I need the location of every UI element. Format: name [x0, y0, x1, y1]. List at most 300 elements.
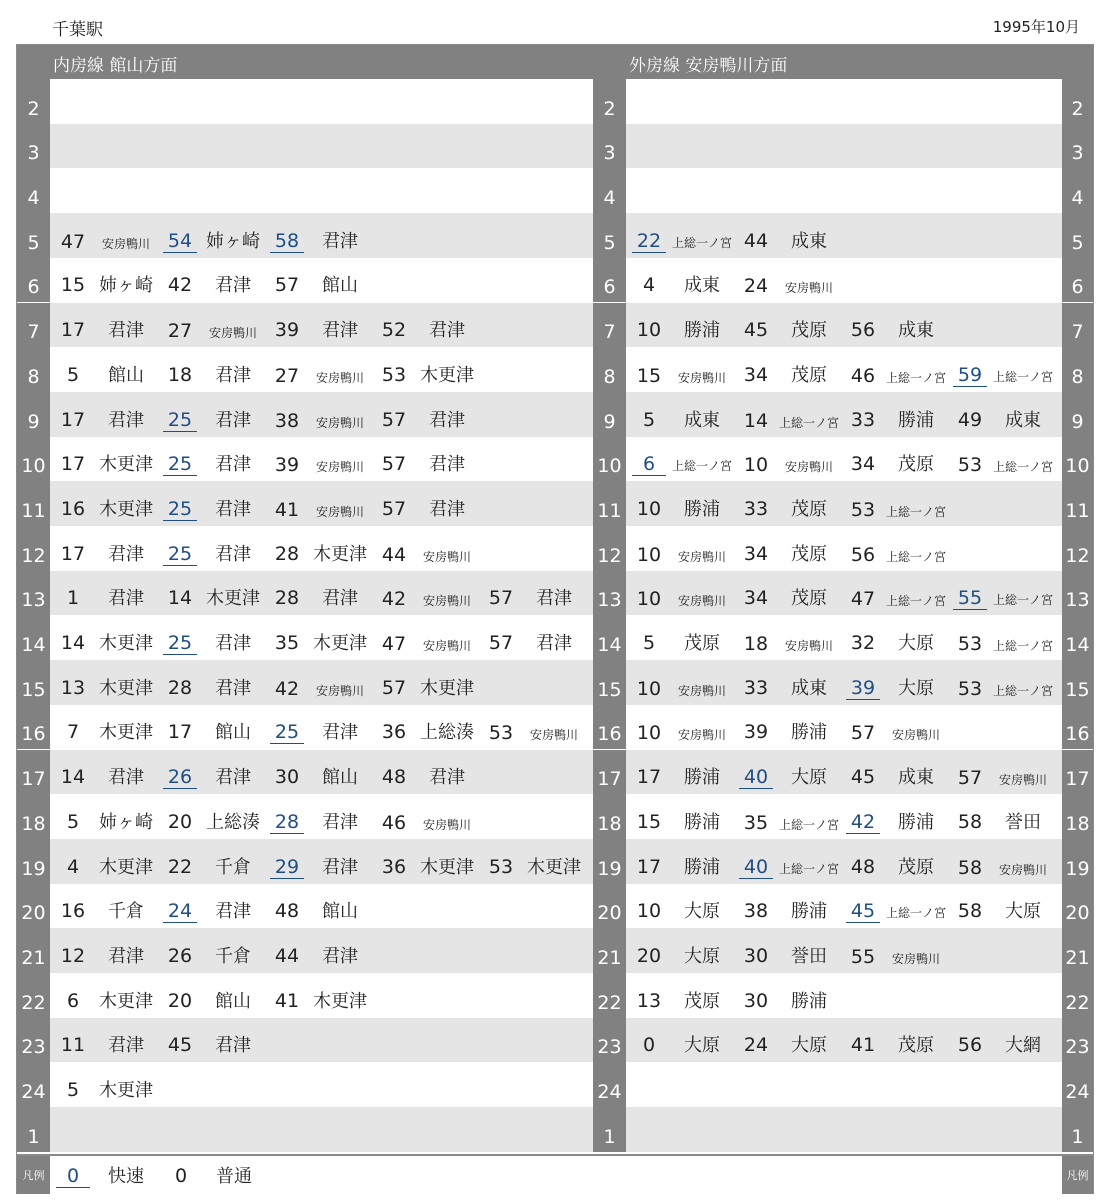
departure-minute: 26	[167, 944, 193, 967]
hour-label: 5	[1062, 213, 1093, 258]
right-departures	[626, 213, 1062, 258]
hour-label: 17	[17, 750, 50, 795]
departure-minute: 17	[636, 766, 662, 789]
departure	[163, 674, 269, 700]
departure-minute: 58	[270, 230, 304, 253]
departure-destination: 勝浦	[791, 722, 827, 744]
right-departures	[626, 526, 1062, 571]
hour-label: 23	[593, 1018, 626, 1063]
departure-destination: 姉ヶ崎	[99, 811, 153, 833]
departure	[270, 718, 376, 744]
departure	[484, 584, 590, 610]
hour-label: 1	[593, 1107, 626, 1152]
departure-minute: 33	[743, 497, 769, 520]
departure-destination: 安房鴨川	[677, 549, 726, 564]
departure-minute: 35	[743, 811, 769, 834]
left-departures	[50, 213, 593, 258]
departure-destination: 茂原	[791, 543, 827, 565]
departure-destination: 茂原	[684, 990, 720, 1012]
departure	[632, 453, 738, 476]
departure-minute: 35	[274, 632, 300, 655]
legend-local	[164, 1162, 270, 1188]
departure-destination: 上総一ノ宮	[992, 460, 1053, 475]
departure	[953, 678, 1059, 700]
departure	[163, 406, 269, 432]
departure-destination: 誉田	[1005, 811, 1041, 833]
departure-destination: 木更津	[99, 677, 153, 699]
departure	[632, 230, 738, 253]
left-departures	[50, 615, 593, 660]
departure-destination: 安房鴨川	[677, 728, 726, 743]
departure	[846, 946, 952, 968]
departure-destination: 安房鴨川	[315, 504, 364, 519]
departure	[163, 808, 269, 834]
departure-destination: 茂原	[684, 633, 720, 655]
departure	[377, 718, 483, 744]
right-departures	[626, 258, 1062, 303]
departure-minute: 55	[850, 945, 876, 968]
departure-minute: 30	[743, 989, 769, 1012]
departure	[56, 987, 162, 1013]
hour-label: 24	[17, 1062, 50, 1107]
departure-destination: 上総一ノ宮	[778, 861, 839, 876]
departure-destination: 茂原	[791, 588, 827, 610]
departure-destination: 安房鴨川	[208, 326, 257, 341]
hour-label: 14	[17, 615, 50, 660]
hour-row	[17, 437, 1093, 482]
left-departures	[50, 124, 593, 169]
departure	[953, 587, 1059, 610]
right-departures	[626, 794, 1062, 839]
departure-minute: 6	[632, 453, 666, 476]
departure	[270, 410, 376, 432]
departure	[953, 364, 1059, 387]
right-departures	[626, 347, 1062, 392]
hour-label: 16	[17, 705, 50, 750]
right-departures	[626, 1107, 1062, 1152]
departure-destination: 安房鴨川	[784, 639, 833, 654]
departure	[56, 584, 162, 610]
station-name: 千葉駅	[52, 20, 103, 40]
departure-minute: 42	[381, 588, 407, 611]
hour-row	[17, 973, 1093, 1018]
departure-minute: 10	[636, 497, 662, 520]
departure-minute: 48	[381, 766, 407, 789]
right-departures	[626, 571, 1062, 616]
departure	[377, 450, 483, 476]
departure-minute: 11	[60, 1034, 86, 1057]
departure-minute: 42	[846, 811, 880, 834]
left-departures	[50, 750, 593, 795]
departure-destination: 成東	[684, 409, 720, 431]
departure-minute: 28	[167, 676, 193, 699]
timetable-grid	[16, 44, 1094, 1194]
departure-minute: 1	[66, 587, 80, 610]
hour-row	[17, 526, 1093, 571]
departure-destination: 館山	[215, 722, 251, 744]
hour-label: 7	[17, 303, 50, 348]
departure	[484, 629, 590, 655]
departure	[377, 544, 483, 566]
departure-minute: 59	[953, 364, 987, 387]
departure	[632, 678, 738, 700]
departure-destination: 君津	[108, 1035, 144, 1057]
departure	[377, 361, 483, 387]
departure-destination: 君津	[322, 722, 358, 744]
departure-minute: 39	[743, 721, 769, 744]
departure-destination: 君津	[322, 320, 358, 342]
departure-minute: 27	[167, 320, 193, 343]
hour-label: 13	[1062, 571, 1093, 616]
departure-destination: 木更津	[99, 856, 153, 878]
hour-label: 3	[1062, 124, 1093, 169]
departure-minute: 34	[743, 542, 769, 565]
departure	[953, 767, 1059, 789]
departure	[739, 812, 845, 834]
departure-minute: 46	[381, 811, 407, 834]
departure-destination: 成東	[791, 677, 827, 699]
departure-destination: 木更津	[420, 856, 474, 878]
departure-minute: 56	[850, 543, 876, 566]
departure-minute: 33	[850, 408, 876, 431]
departure-destination: 成東	[898, 767, 934, 789]
departure-destination: 木更津	[99, 454, 153, 476]
departure	[739, 897, 845, 923]
hour-label: 18	[17, 794, 50, 839]
hour-row	[17, 884, 1093, 929]
departure	[56, 271, 162, 297]
departure	[163, 271, 269, 297]
direction-right-label: 外房線 安房鴨川方面	[629, 56, 788, 76]
left-departures	[50, 392, 593, 437]
hour-row	[17, 1107, 1093, 1152]
departure	[846, 450, 952, 476]
departure	[56, 495, 162, 521]
hour-row	[17, 615, 1093, 660]
departure	[846, 544, 952, 566]
hour-label: 13	[593, 571, 626, 616]
left-departures	[50, 705, 593, 750]
departure-minute: 6	[66, 989, 80, 1012]
right-departures	[626, 615, 1062, 660]
hour-label: 4	[17, 168, 50, 213]
departure-destination: 君津	[429, 454, 465, 476]
departure	[953, 454, 1059, 476]
legend-local-sample: 0	[174, 1165, 188, 1187]
hour-label: 1	[17, 1107, 50, 1152]
departure-minute: 10	[743, 454, 769, 477]
departure	[270, 271, 376, 297]
legend-local-label: 普通	[216, 1166, 252, 1187]
departure-minute: 12	[60, 944, 86, 967]
right-departures	[626, 1062, 1062, 1107]
departure-minute: 52	[381, 319, 407, 342]
departure-minute: 33	[743, 676, 769, 699]
departure	[953, 897, 1059, 923]
departure-destination: 館山	[322, 275, 358, 297]
departure-minute: 10	[636, 722, 662, 745]
right-departures	[626, 705, 1062, 750]
departure-minute: 45	[846, 900, 880, 923]
departure-minute: 57	[381, 497, 407, 520]
hour-label: 20	[593, 884, 626, 929]
departure	[377, 495, 483, 521]
departure-destination: 安房鴨川	[422, 594, 471, 609]
departure-minute: 13	[636, 989, 662, 1012]
departure	[56, 1031, 162, 1057]
hour-label: 22	[593, 973, 626, 1018]
legend-panel	[50, 1156, 593, 1194]
departure-destination: 安房鴨川	[677, 594, 726, 609]
departure-destination: 茂原	[791, 320, 827, 342]
departure	[846, 722, 952, 744]
departure-destination: 成東	[684, 275, 720, 297]
direction-left-label: 内房線 館山方面	[53, 56, 178, 76]
departure-destination: 君津	[215, 767, 251, 789]
departure-minute: 57	[274, 274, 300, 297]
departure	[270, 808, 376, 834]
departure-destination: 君津	[215, 1035, 251, 1057]
departure-minute: 20	[636, 944, 662, 967]
departure-minute: 41	[274, 498, 300, 521]
departure-destination: 安房鴨川	[315, 370, 364, 385]
hour-row	[17, 303, 1093, 348]
departure	[846, 808, 952, 834]
departure-destination: 成東	[898, 320, 934, 342]
departure-minute: 41	[850, 1034, 876, 1057]
hour-label: 8	[593, 347, 626, 392]
right-departures	[626, 928, 1062, 973]
departure	[846, 1031, 952, 1057]
left-departures	[50, 660, 593, 705]
left-departures	[50, 973, 593, 1018]
departure	[846, 316, 952, 342]
departure-minute: 54	[163, 230, 197, 253]
departure-minute: 20	[167, 810, 193, 833]
departure-minute: 40	[739, 766, 773, 789]
departure	[270, 454, 376, 476]
hour-label: 15	[1062, 660, 1093, 705]
departure-minute: 53	[488, 722, 514, 745]
departure-minute: 18	[167, 363, 193, 386]
hour-label: 19	[593, 839, 626, 884]
departure-destination: 勝浦	[684, 856, 720, 878]
departure-destination: 茂原	[898, 1035, 934, 1057]
departure	[953, 633, 1059, 655]
departure	[270, 763, 376, 789]
departure-minute: 30	[743, 944, 769, 967]
departure	[846, 499, 952, 521]
departure-destination: 君津	[429, 320, 465, 342]
departure-destination: 木更津	[99, 498, 153, 520]
hour-label: 9	[17, 392, 50, 437]
departure	[270, 499, 376, 521]
hour-label: 24	[593, 1062, 626, 1107]
hour-row	[17, 481, 1093, 526]
hour-label: 5	[593, 213, 626, 258]
hour-label: 21	[593, 928, 626, 973]
departure-minute: 17	[60, 319, 86, 342]
departure-destination: 誉田	[791, 945, 827, 967]
hour-row	[17, 928, 1093, 973]
departure	[56, 406, 162, 432]
departure-minute: 57	[381, 676, 407, 699]
departure-minute: 47	[850, 588, 876, 611]
departure-minute: 44	[743, 229, 769, 252]
departure	[739, 361, 845, 387]
departure-destination: 君津	[322, 811, 358, 833]
departure-destination: 安房鴨川	[101, 236, 150, 251]
departure	[846, 674, 952, 700]
hour-label: 5	[17, 213, 50, 258]
departure	[739, 1031, 845, 1057]
departure-minute: 34	[743, 363, 769, 386]
hour-label: 14	[1062, 615, 1093, 660]
departure	[484, 722, 590, 744]
departure	[56, 1076, 162, 1102]
right-departures	[626, 973, 1062, 1018]
departure-destination: 館山	[108, 364, 144, 386]
left-departures	[50, 884, 593, 929]
departure-minute: 57	[488, 587, 514, 610]
departure	[56, 718, 162, 744]
legend	[17, 1154, 1093, 1194]
legend-label-right: 凡例	[1062, 1156, 1093, 1194]
left-departures	[50, 1018, 593, 1063]
departure	[377, 633, 483, 655]
departure	[270, 897, 376, 923]
hour-label: 3	[593, 124, 626, 169]
departure-minute: 48	[274, 900, 300, 923]
departure	[632, 365, 738, 387]
hour-label: 7	[1062, 303, 1093, 348]
departure	[632, 316, 738, 342]
hour-label: 21	[1062, 928, 1093, 973]
departure-destination: 君津	[215, 633, 251, 655]
departure-destination: 上総一ノ宮	[885, 549, 946, 564]
departure-destination: 君津	[215, 901, 251, 923]
departure	[377, 674, 483, 700]
departure-destination: 安房鴨川	[315, 460, 364, 475]
departure-destination: 大原	[791, 767, 827, 789]
departure	[632, 987, 738, 1013]
departure-minute: 18	[743, 633, 769, 656]
departure-minute: 44	[274, 944, 300, 967]
hour-label: 10	[1062, 437, 1093, 482]
departure	[377, 812, 483, 834]
departure	[739, 584, 845, 610]
departure-minute: 30	[274, 766, 300, 789]
departure	[846, 763, 952, 789]
departure-minute: 17	[60, 542, 86, 565]
departure-destination: 木更津	[313, 543, 367, 565]
departure-destination: 大網	[1005, 1035, 1041, 1057]
departure-destination: 大原	[898, 633, 934, 655]
departure-minute: 20	[167, 989, 193, 1012]
departure-destination: 上総一ノ宮	[992, 369, 1053, 384]
departure-destination: 上総湊	[420, 722, 474, 744]
left-departures	[50, 303, 593, 348]
departure-destination: 安房鴨川	[891, 951, 940, 966]
departure-destination: 上総一ノ宮	[885, 370, 946, 385]
departure	[163, 942, 269, 968]
hour-row	[17, 347, 1093, 392]
departure-minute: 25	[163, 498, 197, 521]
hour-row	[17, 213, 1093, 258]
departure-minute: 53	[488, 855, 514, 878]
hour-label: 12	[1062, 526, 1093, 571]
departure-destination: 勝浦	[684, 498, 720, 520]
departure-minute: 34	[743, 587, 769, 610]
departure-minute: 27	[274, 364, 300, 387]
departure	[270, 853, 376, 879]
departure	[632, 897, 738, 923]
departure-minute: 14	[167, 587, 193, 610]
left-departures	[50, 928, 593, 973]
departure	[163, 495, 269, 521]
hour-label: 11	[17, 481, 50, 526]
departure-minute: 7	[66, 721, 80, 744]
departure	[846, 406, 952, 432]
departure-destination: 君津	[536, 633, 572, 655]
departure	[56, 231, 162, 253]
left-departures	[50, 79, 593, 124]
departure	[163, 320, 269, 342]
departure-destination: 君津	[108, 543, 144, 565]
departure	[632, 808, 738, 834]
hour-label: 17	[593, 750, 626, 795]
departure	[270, 678, 376, 700]
departure-minute: 53	[957, 677, 983, 700]
departure	[270, 227, 376, 253]
departure	[270, 540, 376, 566]
departure-minute: 24	[743, 275, 769, 298]
departure-minute: 47	[60, 230, 86, 253]
departure-destination: 上総一ノ宮	[778, 817, 839, 832]
departure	[632, 629, 738, 655]
left-departures	[50, 794, 593, 839]
departure-minute: 41	[274, 989, 300, 1012]
departure	[163, 763, 269, 789]
departure-minute: 39	[846, 677, 880, 700]
departure-minute: 32	[850, 632, 876, 655]
hour-row	[17, 705, 1093, 750]
departure-destination: 大原	[1005, 901, 1041, 923]
departure-minute: 40	[739, 856, 773, 879]
departure	[56, 361, 162, 387]
right-departures	[626, 124, 1062, 169]
departure	[163, 584, 269, 610]
departure-destination: 君津	[215, 364, 251, 386]
departure-minute: 24	[163, 900, 197, 923]
departure-destination: 君津	[215, 543, 251, 565]
departure-destination: 木更津	[313, 633, 367, 655]
hour-row	[17, 571, 1093, 616]
departure	[632, 544, 738, 566]
departure	[739, 495, 845, 521]
departure-minute: 58	[957, 810, 983, 833]
departure	[377, 588, 483, 610]
departure-destination: 茂原	[791, 498, 827, 520]
departure-destination: 安房鴨川	[998, 773, 1047, 788]
departure-minute: 22	[167, 855, 193, 878]
departure-minute: 45	[850, 766, 876, 789]
departure	[56, 629, 162, 655]
hour-row	[17, 750, 1093, 795]
left-departures	[50, 839, 593, 884]
right-departures	[626, 884, 1062, 929]
hour-label: 15	[17, 660, 50, 705]
